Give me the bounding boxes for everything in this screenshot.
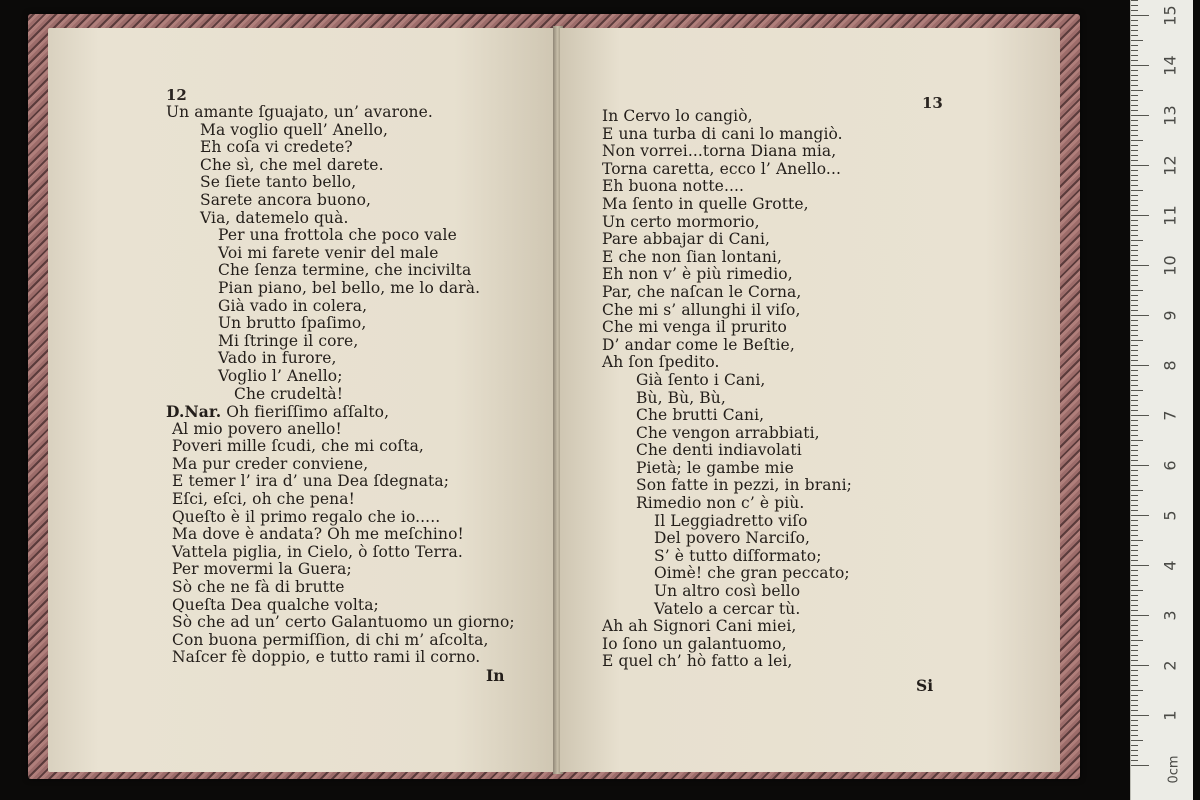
ruler-tick <box>1131 230 1138 231</box>
ruler-number: 6 <box>1160 460 1180 471</box>
ruler-tick <box>1131 365 1149 366</box>
page-number-right: 13 <box>922 94 943 112</box>
ruler-tick <box>1131 125 1138 126</box>
ruler-tick <box>1131 330 1138 331</box>
ruler-tick <box>1131 95 1138 96</box>
ruler-tick <box>1131 115 1149 116</box>
ruler-tick <box>1131 90 1143 91</box>
ruler-tick <box>1131 505 1138 506</box>
ruler-tick <box>1131 120 1138 121</box>
ruler-tick <box>1131 385 1138 386</box>
text-line: Vattela piglia, in Cielo, ò ſotto Terra. <box>172 542 463 561</box>
left-page-text <box>166 104 515 667</box>
text-line: Pian piano, bel bello, me lo darà. <box>218 278 481 297</box>
text-line: Il Leggiadretto viſo <box>654 511 808 530</box>
ruler-tick <box>1131 750 1138 751</box>
ruler-tick <box>1131 340 1143 341</box>
ruler-tick <box>1131 620 1138 621</box>
text-line: Ma voglio quell’ Anello, <box>200 120 388 139</box>
ruler-tick <box>1131 10 1138 11</box>
ruler-tick <box>1131 360 1138 361</box>
ruler-number: 10 <box>1160 255 1180 276</box>
text-line: Ma dove è andata? Oh me meſchino! <box>172 525 464 544</box>
ruler-tick <box>1131 150 1138 151</box>
text-line: Mi ſtringe il core, <box>218 331 359 350</box>
ruler-tick <box>1131 280 1138 281</box>
ruler-tick <box>1131 615 1149 616</box>
ruler-tick <box>1131 15 1149 16</box>
ruler-tick <box>1131 380 1138 381</box>
text-line: Eh buona notte.... <box>602 177 745 196</box>
ruler-number: 3 <box>1160 610 1180 621</box>
ruler-tick <box>1131 395 1138 396</box>
ruler-tick <box>1131 170 1138 171</box>
ruler-tick <box>1131 550 1138 551</box>
page-number-left: 12 <box>166 86 187 104</box>
text-line: Già vado in colera, <box>218 296 368 315</box>
ruler-tick <box>1131 765 1149 766</box>
ruler-number: 15 <box>1160 5 1180 26</box>
ruler-tick <box>1131 730 1138 731</box>
ruler-tick <box>1131 435 1138 436</box>
ruler-tick <box>1131 190 1143 191</box>
ruler-tick <box>1131 40 1143 41</box>
text-line: Torna caretta, ecco l’ Anello... <box>602 159 841 178</box>
ruler-tick <box>1131 295 1138 296</box>
ruler-tick <box>1131 85 1138 86</box>
ruler-tick <box>1131 325 1138 326</box>
ruler-tick <box>1131 20 1138 21</box>
ruler-tick <box>1131 715 1149 716</box>
ruler-tick <box>1131 745 1138 746</box>
ruler-tick <box>1131 400 1138 401</box>
ruler-number: 14 <box>1160 55 1180 76</box>
catchword-left: In <box>486 666 505 685</box>
ruler-tick <box>1131 630 1138 631</box>
ruler-tick <box>1131 465 1149 466</box>
ruler-tick <box>1131 110 1138 111</box>
ruler-tick <box>1131 710 1138 711</box>
ruler-number: 5 <box>1160 510 1180 521</box>
ruler-tick <box>1131 675 1138 676</box>
text-line: Se ſiete tanto bello, <box>200 173 357 192</box>
ruler-tick <box>1131 575 1138 576</box>
ruler-tick <box>1131 205 1138 206</box>
text-line: Un altro così bello <box>654 582 801 601</box>
text-line: Con buona permiſſion, di chi m’ aſcolta, <box>172 630 489 649</box>
text-line: Bù, Bù, Bù, <box>636 388 726 407</box>
ruler-tick <box>1131 140 1143 141</box>
ruler-unit-label: 0cm <box>1166 755 1182 784</box>
ruler-tick <box>1131 225 1138 226</box>
ruler-tick <box>1131 510 1138 511</box>
ruler-tick <box>1131 305 1138 306</box>
ruler-tick <box>1131 50 1138 51</box>
text-line: Naſcer fè doppio, e tutto rami il corno. <box>172 648 481 667</box>
ruler-tick <box>1131 70 1138 71</box>
ruler-tick <box>1131 250 1138 251</box>
text-line: Io ſono un galantuomo, <box>602 634 787 653</box>
ruler-tick <box>1131 445 1138 446</box>
ruler-tick <box>1131 685 1138 686</box>
text-line: Del povero Narciſo, <box>654 529 811 548</box>
ruler-number: 2 <box>1160 660 1180 671</box>
text-line: Che crudeltà! <box>234 384 344 403</box>
ruler-tick <box>1131 490 1143 491</box>
text-line: Per una frottola che poco vale <box>218 226 457 245</box>
ruler-tick <box>1131 680 1138 681</box>
text-line: Par, che naſcan le Corna, <box>602 282 802 301</box>
ruler-tick <box>1131 600 1138 601</box>
ruler-tick <box>1131 160 1138 161</box>
ruler-tick <box>1131 495 1138 496</box>
ruler-tick <box>1131 735 1138 736</box>
ruler-tick <box>1131 690 1143 691</box>
ruler-tick <box>1131 260 1138 261</box>
ruler-tick <box>1131 35 1138 36</box>
ruler-tick <box>1131 275 1138 276</box>
ruler-tick <box>1131 595 1138 596</box>
ruler-tick <box>1131 240 1143 241</box>
text-line: Ma pur creder conviene, <box>172 454 369 473</box>
ruler-tick <box>1131 560 1138 561</box>
text-line: Via, datemelo quà. <box>200 208 349 227</box>
ruler-tick <box>1131 655 1138 656</box>
ruler-tick <box>1131 535 1138 536</box>
text-line: D’ andar come le Beſtie, <box>602 335 795 354</box>
ruler-tick <box>1131 640 1143 641</box>
ruler-number: 8 <box>1160 360 1180 371</box>
right-page-text <box>602 108 852 671</box>
ruler-tick <box>1131 200 1138 201</box>
ruler-tick <box>1131 515 1149 516</box>
ruler-tick <box>1131 390 1143 391</box>
ruler-tick <box>1131 265 1149 266</box>
ruler-tick <box>1131 350 1138 351</box>
ruler-tick <box>1131 100 1138 101</box>
ruler-tick <box>1131 760 1138 761</box>
text-line: Voi mi farete venir del male <box>218 243 439 262</box>
ruler-tick <box>1131 30 1138 31</box>
ruler-tick <box>1131 155 1138 156</box>
text-line: Pare abbajar di Cani, <box>602 230 771 249</box>
ruler-tick <box>1131 555 1138 556</box>
text-line: Vado in furore, <box>218 349 337 368</box>
ruler-tick <box>1131 105 1138 106</box>
text-line: Un amante ſguajato, un’ avarone. <box>166 103 433 121</box>
ruler-tick <box>1131 610 1138 611</box>
text-line: E una turba di cani lo mangiò. <box>602 124 843 143</box>
ruler-number: 9 <box>1160 310 1180 321</box>
text-line: Un certo mormorio, <box>602 212 760 231</box>
ruler-tick <box>1131 420 1138 421</box>
text-line: Per movermi la Guera; <box>172 560 352 579</box>
text-line: E temer l’ ira d’ una Dea ſdegnata; <box>172 472 450 491</box>
ruler-tick <box>1131 180 1138 181</box>
text-line: Che vengon arrabbiati, <box>636 423 820 442</box>
ruler-tick <box>1131 625 1138 626</box>
text-line: Ah ah Signori Cani miei, <box>602 617 797 636</box>
ruler-tick <box>1131 235 1138 236</box>
ruler-number: 12 <box>1160 155 1180 176</box>
ruler-tick <box>1131 55 1138 56</box>
text-line: Che sì, che mel darete. <box>200 155 384 174</box>
ruler-tick <box>1131 590 1143 591</box>
ruler-tick <box>1131 60 1138 61</box>
ruler-tick <box>1131 175 1138 176</box>
text-line: Sarete ancora buono, <box>200 190 372 209</box>
text-line: Poveri mille ſcudi, che mi coſta, <box>172 437 424 456</box>
ruler-tick <box>1131 355 1138 356</box>
ruler-tick <box>1131 605 1138 606</box>
text-line: Che mi s’ allunghi il viſo, <box>602 300 801 319</box>
text-line: Queſta Dea qualche volta; <box>172 595 379 614</box>
ruler-tick <box>1131 530 1138 531</box>
right-page <box>560 28 1060 772</box>
text-line: E che non ſian lontani, <box>602 247 782 266</box>
ruler-tick <box>1131 645 1138 646</box>
ruler-tick <box>1131 410 1138 411</box>
text-line: Sò che ad un’ certo Galantuomo un giorno; <box>172 613 515 632</box>
ruler-tick <box>1131 370 1138 371</box>
ruler-tick <box>1131 430 1138 431</box>
ruler-tick <box>1131 700 1138 701</box>
ruler-tick <box>1131 285 1138 286</box>
text-line: Già ſento i Cani, <box>636 370 766 389</box>
ruler-tick <box>1131 195 1138 196</box>
ruler-tick <box>1131 475 1138 476</box>
ruler-tick <box>1131 320 1138 321</box>
ruler-tick <box>1131 695 1138 696</box>
ruler-tick <box>1131 470 1138 471</box>
ruler-tick <box>1131 270 1138 271</box>
ruler-tick <box>1131 520 1138 521</box>
ruler-tick <box>1131 335 1138 336</box>
ruler-tick <box>1131 440 1143 441</box>
ruler-tick <box>1131 345 1138 346</box>
ruler-tick <box>1131 315 1149 316</box>
text-line: Ah ſon ſpedito. <box>602 353 720 372</box>
text-line: Ma ſento in quelle Grotte, <box>602 194 809 213</box>
ruler-tick <box>1131 585 1138 586</box>
ruler-tick <box>1131 460 1138 461</box>
ruler-tick <box>1131 165 1149 166</box>
left-page <box>48 28 556 772</box>
ruler-tick <box>1131 245 1138 246</box>
ruler-tick <box>1131 130 1138 131</box>
text-line: Che ſenza termine, che incivilta <box>218 261 472 280</box>
text-line: Voglio l’ Anello; <box>218 366 343 385</box>
text-line: D.Nar. Oh fieriſſimo aſſalto, <box>166 402 390 422</box>
ruler-number: 11 <box>1160 205 1180 226</box>
ruler-tick <box>1131 210 1138 211</box>
text-line: Vatelo a cercar tù. <box>654 599 801 618</box>
ruler-tick <box>1131 500 1138 501</box>
ruler-tick <box>1131 80 1138 81</box>
ruler-tick <box>1131 375 1138 376</box>
ruler-tick <box>1131 540 1143 541</box>
ruler-tick <box>1131 740 1143 741</box>
ruler-tick <box>1131 290 1143 291</box>
ruler-tick <box>1131 310 1138 311</box>
ruler-tick <box>1131 5 1138 6</box>
ruler-tick <box>1131 415 1149 416</box>
ruler-number: 7 <box>1160 410 1180 421</box>
ruler-number: 13 <box>1160 105 1180 126</box>
ruler-tick <box>1131 720 1138 721</box>
ruler-tick <box>1131 220 1138 221</box>
ruler-tick <box>1131 300 1138 301</box>
text-line: Oimè! che gran peccato; <box>654 564 850 583</box>
ruler-tick <box>1131 755 1138 756</box>
ruler-tick <box>1131 135 1138 136</box>
ruler-tick <box>1131 65 1149 66</box>
text-line: Non vorrei...torna Diana mia, <box>602 142 837 161</box>
ruler-tick <box>1131 665 1149 666</box>
ruler-tick <box>1131 75 1138 76</box>
ruler-tick <box>1131 450 1138 451</box>
ruler-tick <box>1131 650 1138 651</box>
catchword-right: Si <box>916 676 934 695</box>
ruler-number: 4 <box>1160 560 1180 571</box>
ruler-tick <box>1131 255 1138 256</box>
text-line: Che mi venga il prurito <box>602 318 787 337</box>
ruler-tick <box>1131 705 1138 706</box>
ruler-tick <box>1131 215 1149 216</box>
ruler-tick <box>1131 485 1138 486</box>
text-line: Al mio povero anello! <box>172 419 342 438</box>
ruler-number: 1 <box>1160 710 1180 721</box>
ruler-tick <box>1131 635 1138 636</box>
ruler-tick <box>1131 0 1138 1</box>
ruler-tick <box>1131 425 1138 426</box>
ruler-tick <box>1131 565 1149 566</box>
ruler-tick <box>1131 185 1138 186</box>
ruler-tick <box>1131 455 1138 456</box>
text-line: E quel ch’ hò fatto a lei, <box>602 652 793 671</box>
ruler-tick <box>1131 670 1138 671</box>
text-line: Eh non v’ è più rimedio, <box>602 265 793 284</box>
text-line: Che denti indiavolati <box>636 441 802 460</box>
text-line: Eh coſa vi credete? <box>200 138 353 157</box>
text-line: Sò che ne fà di brutte <box>172 578 345 597</box>
speaker-label: D.Nar. <box>166 402 222 422</box>
text-line: S’ è tutto diſformato; <box>654 546 822 565</box>
text-line: Queſto è il primo regalo che io..... <box>172 507 441 526</box>
text-line: Rimedio non c’ è più. <box>636 494 805 513</box>
ruler-tick <box>1131 545 1138 546</box>
ruler-tick <box>1131 660 1138 661</box>
text-line: Un brutto ſpaſimo, <box>218 314 367 333</box>
ruler-tick <box>1131 145 1138 146</box>
ruler-tick <box>1131 25 1138 26</box>
ruler-tick <box>1131 580 1138 581</box>
ruler-tick <box>1131 525 1138 526</box>
text-line: Pietà; le gambe mie <box>636 458 794 477</box>
ruler-tick <box>1131 45 1138 46</box>
ruler-tick <box>1131 405 1138 406</box>
text-line: Eſci, eſci, oh che pena! <box>172 490 355 509</box>
text-line: In Cervo lo cangiò, <box>602 107 753 125</box>
ruler-tick <box>1131 725 1138 726</box>
text-line: Son fatte in pezzi, in brani; <box>636 476 853 495</box>
ruler-tick <box>1131 570 1138 571</box>
ruler-tick <box>1131 480 1138 481</box>
text-line: Che brutti Cani, <box>636 406 765 425</box>
